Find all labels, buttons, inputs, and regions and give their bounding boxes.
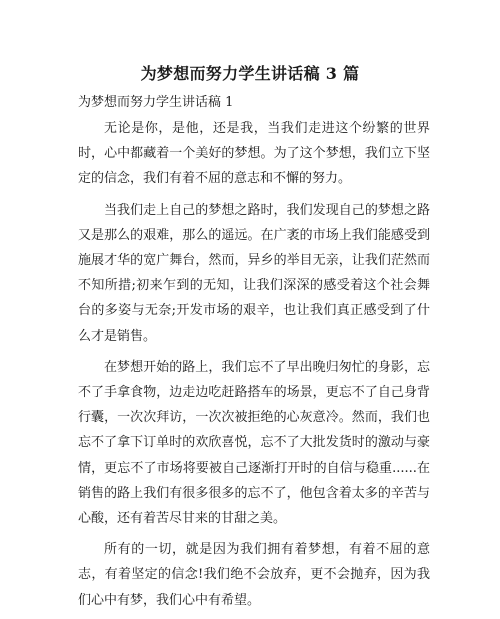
document-body: [78, 116, 430, 619]
paragraph-2: 当我们走上自己的梦想之路时，我们发现自己的梦想之路又是那么的艰难，那么的遥远。在广袤的市场上我们能感受到施展才华的宽广舞台，然而，异乡的举目无亲，让我们茫然而不知所措;初来乍到的无知，让我们深深的感受着这个社会舞台的多姿与无奈;开发市场的艰辛，也让我们真正感受到了什么才是销售。: [78, 202, 430, 344]
paragraph-4: 所有的一切，就是因为我们拥有着梦想，有着不屈的意志，有着坚定的信念!我们绝不会放弃，更不会抛弃，因为我们心中有梦，我们心中有希望。: [78, 542, 430, 608]
paragraph-3: 在梦想开始的路上，我们忘不了早出晚归匆忙的身影，忘不了手拿食物，边走边吃赶路搭车的场景，更忘不了自己身背行囊，一次次拜访，一次次被拒绝的心灰意冷。然而，我们也忘不了拿下订单时的欢欣喜悦，忘不了大批发货时的激动与豪情，更忘不了市场将要被自己逐渐打开时的自信与稳重......在销售的路上我们有很多很多的忘不了，他包含着太多的辛苦与心酸，还有着苦尽甘来的甘甜之美。: [78, 359, 430, 527]
paragraph-1: 无论是你，是他，还是我，当我们走进这个纷繁的世界时，心中都藏着一个美好的梦想。为了这个梦想，我们立下坚定的信念，我们有着不屈的意志和不懈的努力。: [78, 121, 430, 187]
document-subtitle: 为梦想而努力学生讲话稿 1: [78, 95, 234, 110]
document-title: 为梦想而努力学生讲话稿 3 篇: [140, 64, 360, 83]
